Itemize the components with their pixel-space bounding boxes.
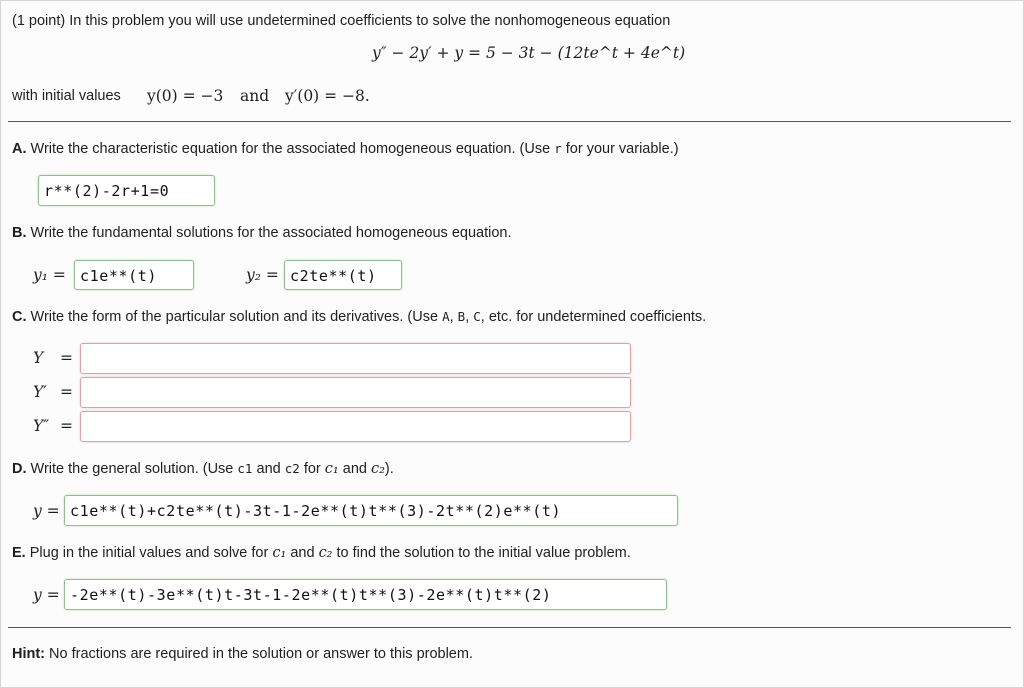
ivp-solution-input[interactable]: -2e**(t)-3e**(t)t-3t-1-2e**(t)t**(3)-2e**(t)t**(2) [64,579,667,610]
part-a-text-after: for your variable.) [565,141,679,157]
hint [12,646,473,662]
Yprime-input[interactable] [80,377,631,408]
part-c-text: Write the form of the particular solution and its derivatives. (Use [30,309,439,325]
c1-symbol: c₁ [324,461,339,477]
initial-yprime0: y′(0) = −8. [285,87,370,105]
part-c-prompt: C. Write the form of the particular solution and its derivatives. (Use A, B, C, etc. for undetermined coefficients. [12,309,707,325]
part-d-prompt: D. Write the general solution. (Use c1 and c2 for c₁ and c₂). [12,461,394,477]
general-solution-label: y = [33,502,60,520]
y2-label: y₂ = [246,266,279,284]
divider-bottom [8,627,1011,628]
part-e-prompt: E. Plug in the initial values and solve for c₁ and c₂ to find the solution to the initial value problem. [12,545,631,561]
code-c: C [473,309,481,324]
part-e-text-after: to find the solution to the initial value problem. [336,545,631,561]
part-e-letter: E. [12,545,26,561]
part-a-letter: A. [12,141,27,157]
general-solution-input[interactable]: c1e**(t)+c2te**(t)-3t-1-2e**(t)t**(3)-2t**(2)e**(t) [64,495,678,526]
initial-values-label: with initial values [12,88,121,104]
part-d-text: Write the general solution. (Use [30,461,234,477]
part-c-letter: C. [12,309,27,325]
part-a-text: Write the characteristic equation for the associated homogeneous equation. (Use [30,141,551,157]
problem-intro: (1 point) In this problem you will use undetermined coefficients to solve the nonhomogeneous equation [12,13,671,29]
code-a: A [442,309,450,324]
ivp-solution-label: y = [33,586,60,604]
initial-y0: y(0) = −3 [147,87,224,105]
Yprime-label: Y′ [33,383,47,401]
code-c1: c1 [237,461,253,476]
part-c-text-after: etc. for undetermined coefficients. [488,309,707,325]
ode-equation: y″ − 2y′ + y = 5 − 3t − (12te^t + 4e^t) [372,44,686,62]
y1-input[interactable]: c1e**(t) [74,260,194,290]
e-c1-symbol: c₁ [272,545,287,561]
Y-equals: = [60,349,73,367]
part-e-text: Plug in the initial values and solve for [29,545,269,561]
part-d-letter: D. [12,461,27,477]
part-a-prompt [12,141,679,157]
characteristic-equation-input[interactable]: r**(2)-2r+1=0 [38,175,215,206]
c2-symbol: c₂ [370,461,385,477]
part-b-text: Write the fundamental solutions for the associated homogeneous equation. [30,225,512,241]
y2-input[interactable]: c2te**(t) [284,260,402,290]
part-a-code: r [554,141,562,156]
Yprime-equals: = [60,383,73,401]
hint-label: Hint: [12,646,46,662]
part-b-prompt [12,225,512,241]
part-b-letter: B. [12,225,27,241]
y1-label: y₁ = [33,266,66,284]
Ydoubleprime-equals: = [60,417,73,435]
divider-top [8,121,1011,122]
code-c2: c2 [284,461,300,476]
Y-label: Y [33,349,44,367]
Ydoubleprime-label: Y″ [33,417,50,435]
initial-and: and [240,87,270,105]
code-b: B [457,309,466,324]
e-c2-symbol: c₂ [318,545,333,561]
Ydoubleprime-input[interactable] [80,411,631,442]
Y-input[interactable] [80,343,631,374]
hint-text: No fractions are required in the solution or answer to this problem. [49,646,473,662]
